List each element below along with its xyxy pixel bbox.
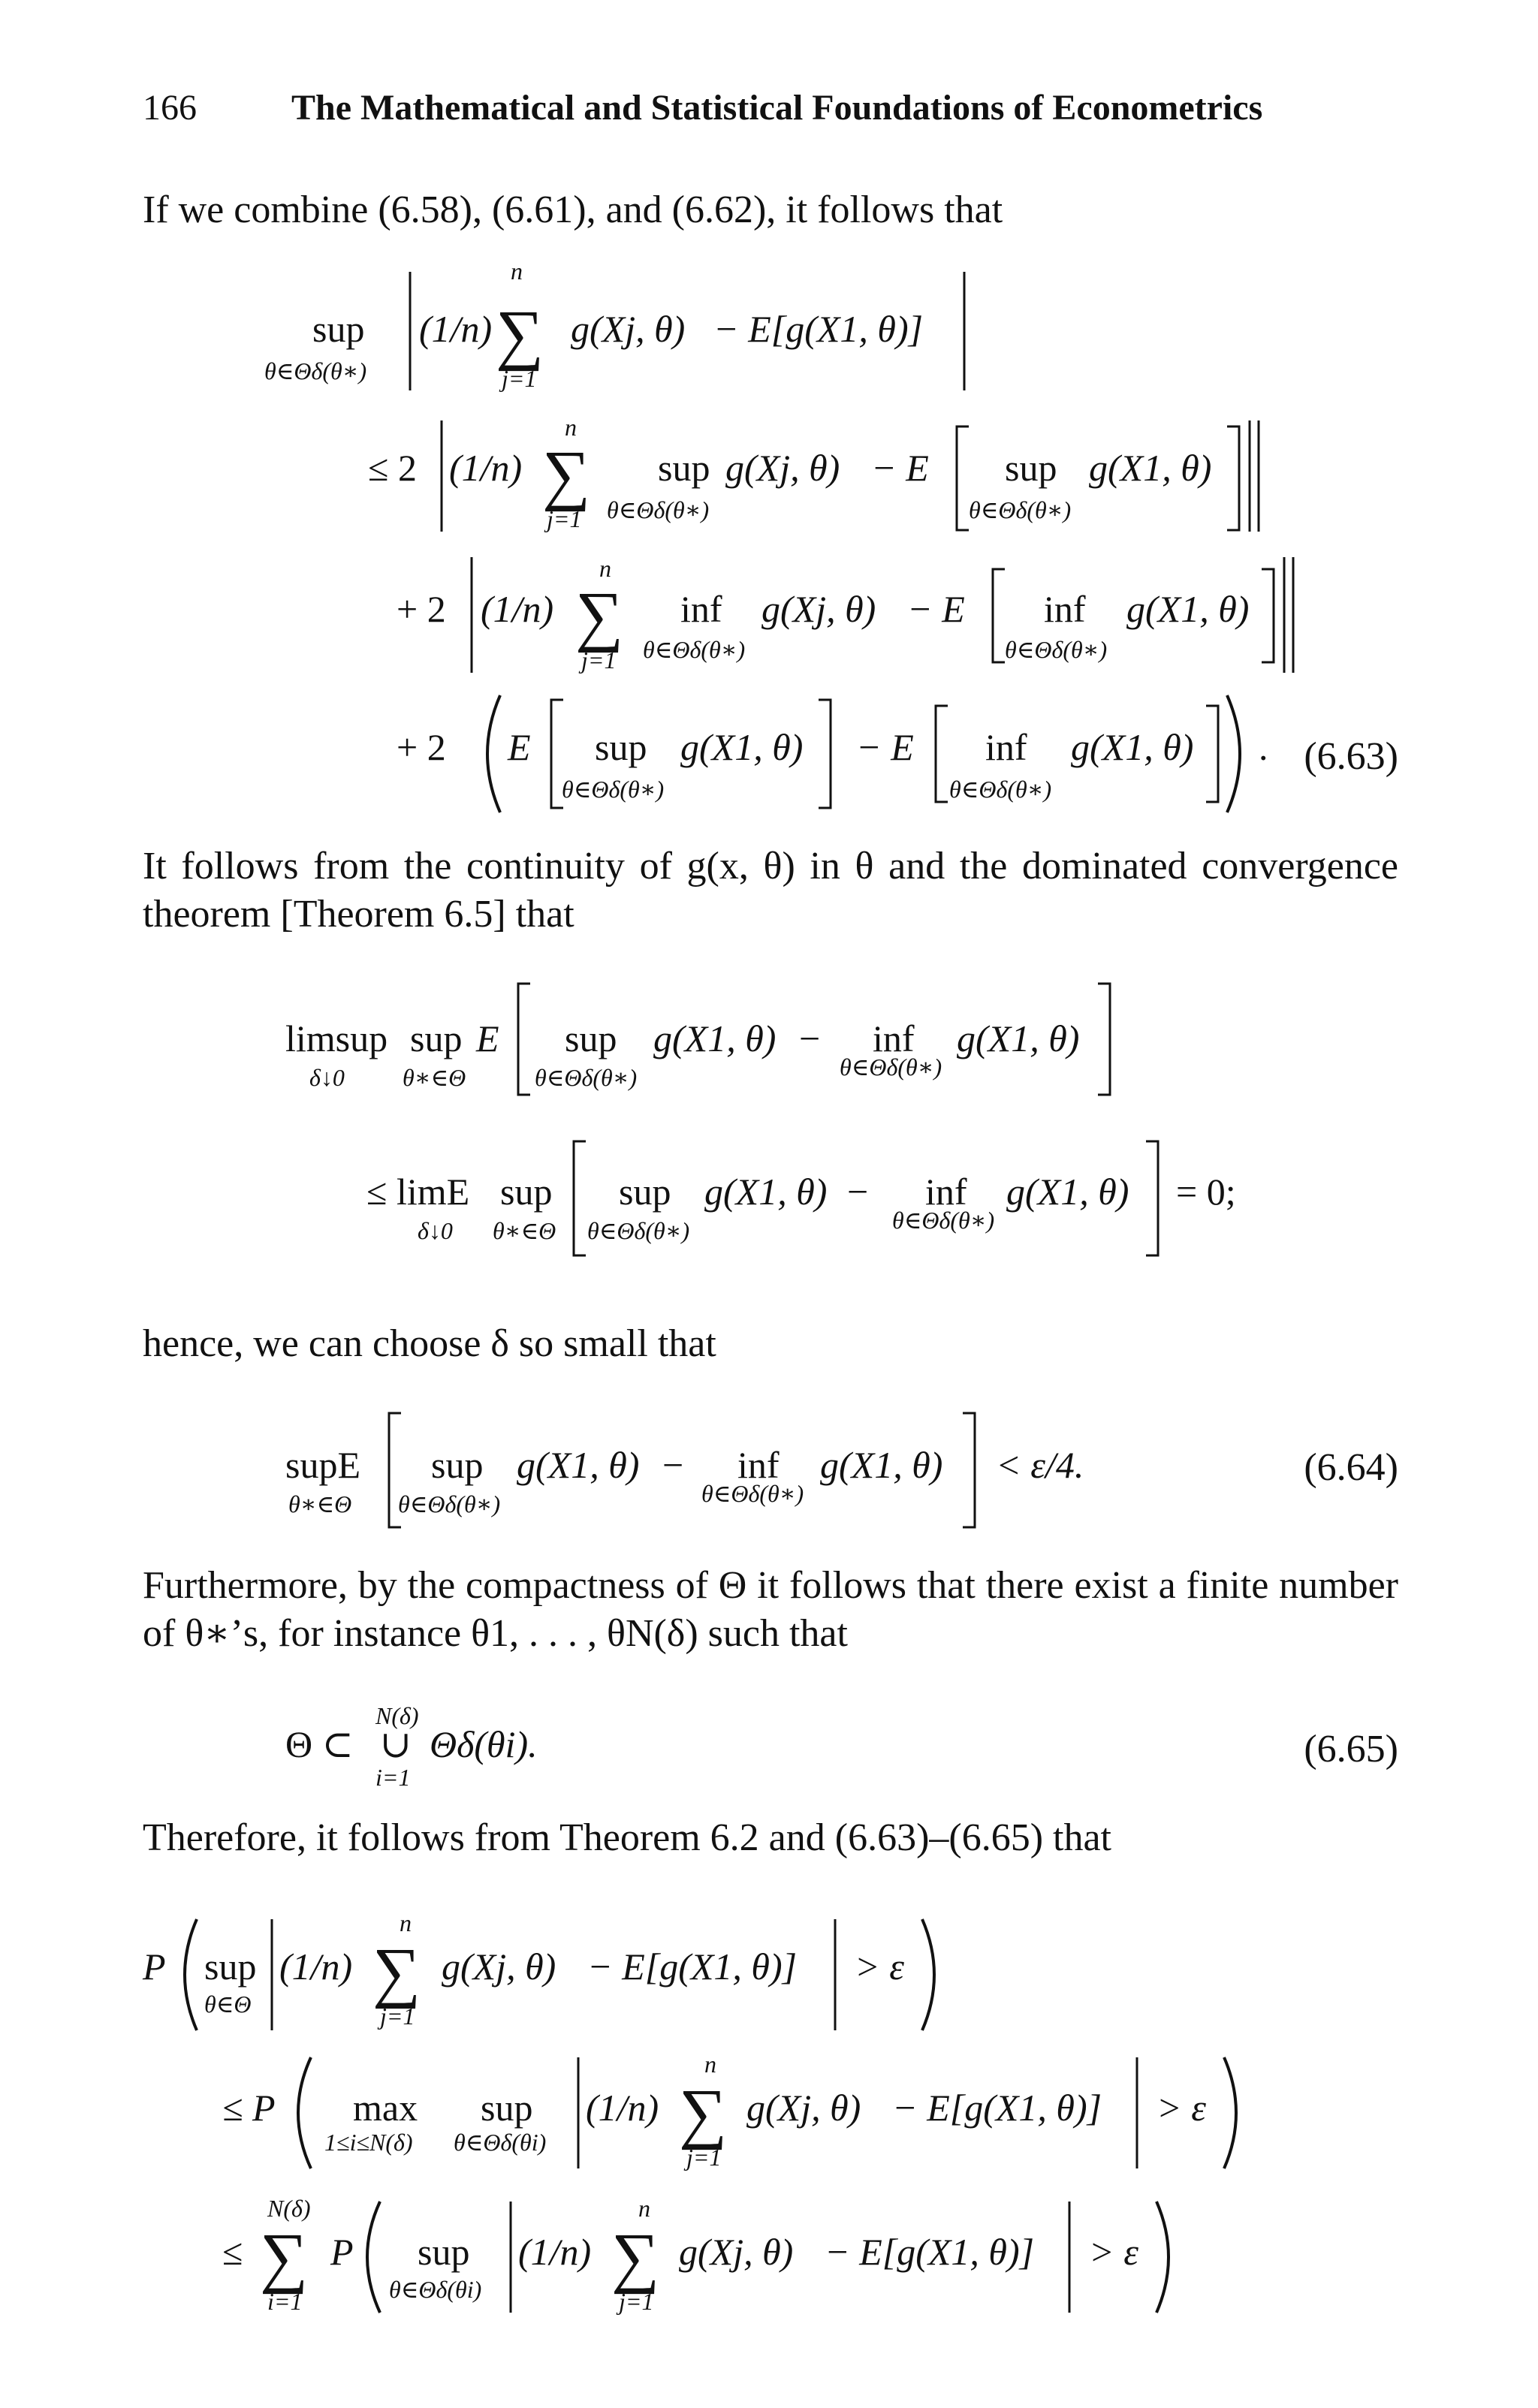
max-operator: max (353, 2087, 418, 2129)
g-x1-theta: g(X1, θ) (680, 726, 804, 768)
sum-sign-icon: ∑ (611, 2220, 660, 2295)
greater-than-eps: > ε (855, 1945, 904, 1988)
inf-operator: inf (925, 1171, 967, 1213)
theta-delta-theta-i: Θδ(θi). (430, 1723, 538, 1765)
sum-sign-icon: ∑ (679, 2076, 728, 2150)
sum-lower-limit: i=1 (267, 2288, 303, 2315)
g-x1-theta: g(X1, θ) (704, 1171, 828, 1213)
sup-operator: sup (500, 1171, 553, 1213)
minus-e: − E (871, 447, 929, 489)
sum-lower-limit: j=1 (581, 646, 617, 674)
minus-e: − E (907, 588, 965, 630)
equation-6-63 (264, 258, 1293, 812)
sup-operator: sup (312, 308, 365, 350)
bracket-left (518, 984, 530, 1095)
limsup-subscript: δ↓0 (309, 1064, 345, 1091)
paren-right (1227, 695, 1240, 812)
sup-operator: sup (595, 726, 647, 768)
le-p: ≤ P (222, 2087, 276, 2129)
g-xj-theta: g(Xj, θ) (761, 588, 876, 630)
one-over-n: (1/n) (586, 2087, 659, 2129)
sum-upper-limit: N(δ) (267, 2195, 311, 2222)
g-xj-theta: g(Xj, θ) (725, 447, 840, 489)
bracket-right (819, 700, 831, 808)
sup-subscript: θ∈Θδ(θ∗) (535, 1064, 638, 1091)
supE-operator: supE (285, 1444, 360, 1486)
bracket-right (1206, 706, 1218, 802)
equals-zero: = 0; (1176, 1171, 1236, 1213)
equation-probability (142, 1909, 1236, 2315)
minus-expectation: − E[g(X1, θ)] (825, 2231, 1035, 2273)
sup-subscript: θ∈Θδ(θ∗) (587, 1217, 690, 1244)
sum-upper-limit: n (400, 1909, 412, 1936)
paren-right (1224, 2057, 1236, 2168)
sup-subscript: θ∗∈Θ (493, 1217, 556, 1244)
sup-subscript: θ∈Θδ(θ∗) (398, 1490, 501, 1517)
sup-subscript: θ∈Θδ(θ∗) (562, 776, 665, 803)
g-x1-theta: g(X1, θ) (957, 1017, 1080, 1059)
sup-operator: sup (565, 1017, 617, 1059)
sup-subscript: θ∈Θδ(θ∗) (969, 496, 1072, 523)
g-x1-theta: g(X1, θ) (653, 1017, 777, 1059)
union-lower-limit: i=1 (375, 1764, 411, 1791)
sum-upper-limit: n (511, 258, 523, 285)
g-x1-theta: g(X1, θ) (1089, 447, 1212, 489)
sum-upper-limit: n (704, 2051, 716, 2078)
less-than-eps-quarter: < ε/4. (996, 1444, 1084, 1486)
equation-limsup (285, 984, 1236, 1255)
sup-operator: sup (481, 2087, 533, 2129)
one-over-n: (1/n) (279, 1945, 353, 1988)
paren-left (487, 695, 500, 812)
bracket-left (574, 1141, 586, 1255)
minus-sign: − (799, 1017, 821, 1059)
sup-subscript: θ∈Θδ(θ∗) (264, 357, 367, 384)
inf-operator: inf (873, 1017, 915, 1059)
sum-sign-icon: ∑ (372, 1935, 421, 2009)
bracket-right (1262, 569, 1274, 662)
inf-operator: inf (680, 588, 722, 630)
inf-operator: inf (985, 726, 1027, 768)
sum-sign-icon: ∑ (496, 297, 544, 372)
probability-p: P (330, 2231, 354, 2273)
sup-subscript: θ∗∈Θ (403, 1064, 466, 1091)
bracket-right (1146, 1141, 1158, 1255)
sup-operator: sup (1005, 447, 1057, 489)
minus-sign: − (662, 1444, 684, 1486)
sup-subscript: θ∈Θδ(θi) (454, 2129, 547, 2156)
inf-subscript: θ∈Θδ(θ∗) (840, 1053, 942, 1080)
inf-subscript: θ∈Θδ(θ∗) (1005, 636, 1108, 663)
sup-subscript: θ∈Θδ(θi) (389, 2276, 482, 2303)
inf-subscript: θ∈Θδ(θ∗) (701, 1480, 804, 1507)
limsup-operator: limsup (285, 1017, 388, 1059)
probability-p: P (143, 1945, 166, 1988)
paren-left (367, 2202, 380, 2313)
equation-number-6-64: (6.64) (1304, 1446, 1398, 1489)
paragraph-compactness: Furthermore, by the compactness of Θ it follows that there exist a finite number of θ∗’s, for instance θ1, . . . , θN(δ) such that (143, 1564, 1398, 1655)
sup-operator: sup (619, 1171, 671, 1213)
g-xj-theta: g(Xj, θ) (679, 2231, 794, 2273)
g-xj-theta: g(Xj, θ) (746, 2087, 861, 2129)
theta-subset: Θ ⊂ (285, 1723, 354, 1765)
bracket-left (957, 426, 969, 530)
sup-operator: sup (204, 1945, 257, 1988)
inf-subscript: θ∈Θδ(θ∗) (892, 1207, 995, 1234)
equation-6-65 (285, 1702, 538, 1791)
paragraph-choose-delta: hence, we can choose δ so small that (143, 1322, 716, 1365)
minus-expectation: − E[g(X1, θ)] (892, 2087, 1102, 2129)
paren-left (185, 1919, 197, 2030)
sup-subscript: θ∈Θ (204, 1991, 252, 2018)
sum-lower-limit: j=1 (686, 2144, 722, 2171)
minus-e: − E (856, 726, 914, 768)
le-sign: ≤ (222, 2231, 243, 2273)
greater-than-eps: > ε (1089, 2231, 1138, 2273)
sup-operator: sup (410, 1017, 463, 1059)
one-over-n: (1/n) (481, 588, 554, 630)
le-limE: ≤ limE (366, 1171, 470, 1213)
sum-lower-limit: j=1 (547, 505, 582, 532)
le-two: ≤ 2 (368, 447, 417, 489)
sum-sign-icon: ∑ (575, 579, 624, 653)
bracket-left (936, 706, 948, 802)
paren-right (922, 1919, 934, 2030)
paragraph-combine: If we combine (6.58), (6.61), and (6.62), it follows that (143, 188, 1003, 231)
period: . (1259, 726, 1268, 768)
g-x1-theta: g(X1, θ) (1126, 588, 1250, 630)
expectation-e: E (508, 726, 531, 768)
bracket-right (963, 1413, 975, 1527)
expectation-e: E (476, 1017, 499, 1059)
sum-sign-icon: ∑ (260, 2220, 309, 2295)
inf-subscript: θ∈Θδ(θ∗) (949, 776, 1052, 803)
plus-two: + 2 (397, 588, 446, 630)
bracket-right (1227, 426, 1239, 530)
paragraph-continuity: It follows from the continuity of g(x, θ) in θ and the dominated convergence theorem [Theorem 6.5] that (143, 845, 1398, 936)
union-upper-limit: N(δ) (375, 1702, 419, 1729)
minus-sign: − (847, 1171, 869, 1213)
paren-left (298, 2057, 311, 2168)
sup-subscript: θ∈Θδ(θ∗) (607, 496, 710, 523)
plus-two: + 2 (397, 726, 446, 768)
inf-operator: inf (737, 1444, 780, 1486)
g-xj-theta: g(Xj, θ) (442, 1945, 556, 1988)
equation-number-6-65: (6.65) (1304, 1728, 1398, 1771)
sum-upper-limit: n (565, 414, 577, 441)
greater-than-eps: > ε (1157, 2087, 1206, 2129)
sum-lower-limit: j=1 (502, 365, 537, 392)
equation-number-6-63: (6.63) (1304, 735, 1398, 778)
minus-expectation: − E[g(X1, θ)] (713, 308, 924, 350)
sup-operator: sup (431, 1444, 484, 1486)
sup-operator: sup (658, 447, 710, 489)
bracket-left (993, 569, 1005, 662)
inf-operator: inf (1044, 588, 1086, 630)
g-x1-theta: g(X1, θ) (1071, 726, 1194, 768)
equation-6-64 (285, 1413, 1084, 1527)
one-over-n: (1/n) (449, 447, 523, 489)
one-over-n: (1/n) (518, 2231, 592, 2273)
book-title: The Mathematical and Statistical Foundations of Econometrics (291, 88, 1263, 128)
sup-operator: sup (418, 2231, 470, 2273)
minus-expectation: − E[g(X1, θ)] (587, 1945, 798, 1988)
sum-lower-limit: j=1 (619, 2288, 654, 2315)
g-x1-theta: g(X1, θ) (820, 1444, 943, 1486)
inf-subscript: θ∈Θδ(θ∗) (643, 636, 746, 663)
paragraph-therefore: Therefore, it follows from Theorem 6.2 and (6.63)–(6.65) that (143, 1816, 1111, 1859)
g-x1-theta: g(X1, θ) (517, 1444, 640, 1486)
sum-upper-limit: n (599, 555, 611, 582)
bracket-right (1098, 984, 1110, 1095)
g-xj-theta: g(Xj, θ) (571, 308, 686, 350)
union-symbol: ∪ (380, 1723, 412, 1765)
lim-subscript: δ↓0 (418, 1217, 453, 1244)
page-number: 166 (143, 88, 197, 128)
supE-subscript: θ∗∈Θ (288, 1490, 352, 1517)
max-subscript: 1≤i≤N(δ) (324, 2129, 413, 2156)
sum-lower-limit: j=1 (380, 2003, 415, 2030)
paren-right (1157, 2202, 1169, 2313)
g-x1-theta: g(X1, θ) (1006, 1171, 1129, 1213)
one-over-n: (1/n) (419, 308, 493, 350)
sum-sign-icon: ∑ (542, 438, 591, 512)
sum-upper-limit: n (638, 2195, 650, 2222)
